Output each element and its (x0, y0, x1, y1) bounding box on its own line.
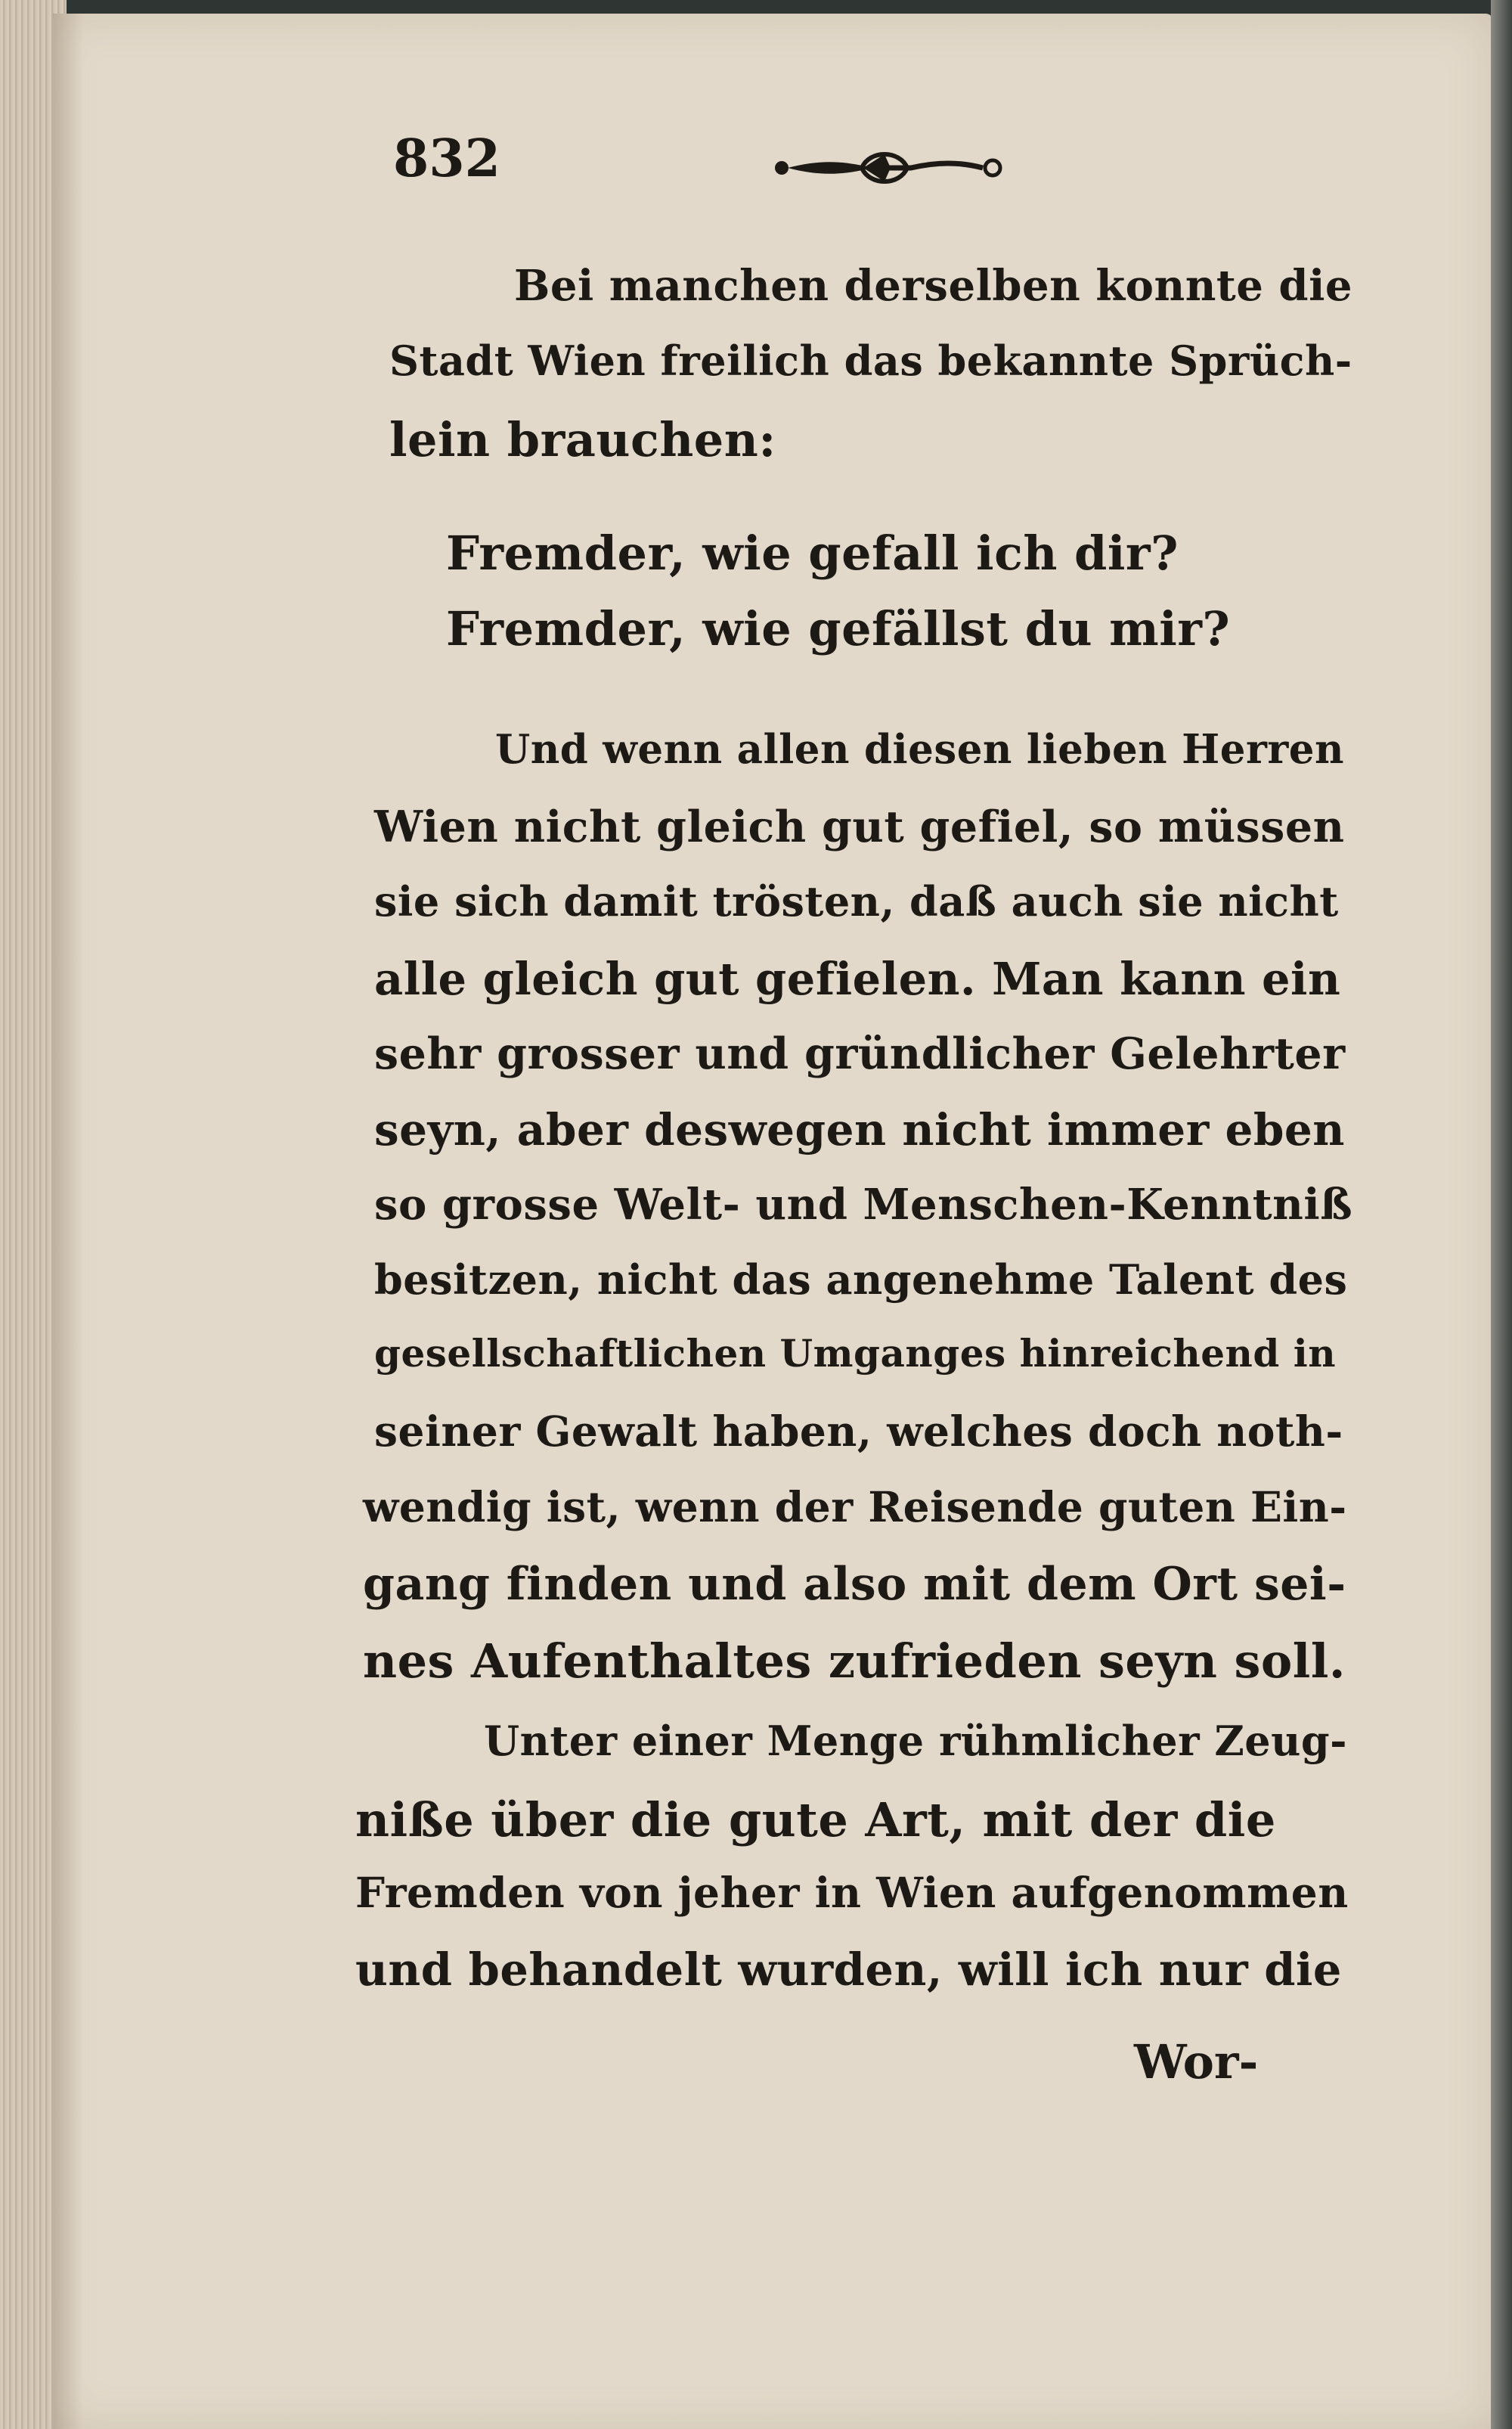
gutter-shadow (53, 14, 83, 2429)
paragraph-2-line-7: so grosse Welt- und Menschen-Kenntniß (374, 1180, 1353, 1230)
paragraph-3-line-3: Fremden von jeher in Wien aufgenommen (355, 1868, 1349, 1917)
paragraph-3-line-1: Unter einer Menge rühmlicher Zeug- (484, 1717, 1348, 1765)
paragraph-2-line-13: nes Aufenthaltes zufrieden seyn soll. (363, 1633, 1346, 1689)
paragraph-2-line-6: seyn, aber deswegen nicht immer eben (374, 1104, 1345, 1156)
paragraph-2-line-1: Und wenn allen diesen lieben Herren (495, 726, 1345, 773)
paragraph-3-line-2: niße über die gute Art, mit der die (355, 1792, 1276, 1847)
paragraph-2-line-5: sehr grosser und gründlicher Gelehrter (374, 1028, 1346, 1079)
paragraph-2-line-10: seiner Gewalt haben, welches doch noth- (374, 1407, 1343, 1456)
paragraph-1-line-2: Stadt Wien freilich das bekannte Sprüch- (389, 337, 1352, 385)
verse-line-2: Fremder, wie gefällst du mir? (446, 601, 1231, 656)
paragraph-3-line-4: und behandelt wurden, will ich nur die (355, 1944, 1342, 1996)
paragraph-1-line-3: lein brauchen: (389, 412, 776, 467)
paragraph-2-line-12: gang finden und also mit dem Ort sei- (363, 1558, 1346, 1611)
paragraph-1-line-1: Bei manchen derselben konnte die (514, 261, 1352, 311)
header-ornament (771, 145, 1005, 191)
catchword: Wor- (1134, 2034, 1259, 2089)
paragraph-2-line-9: gesellschaftlichen Umganges hinreichend in (374, 1331, 1337, 1376)
paragraph-2-line-2: Wien nicht gleich gut gefiel, so müssen (374, 802, 1345, 852)
page-number: 832 (393, 129, 500, 189)
binding-edge (1491, 0, 1512, 2429)
paragraph-2-line-4: alle gleich gut gefielen. Man kann ein (374, 953, 1341, 1005)
paragraph-2-line-8: besitzen, nicht das angenehme Talent des (374, 1255, 1348, 1304)
paragraph-2-line-11: wendig ist, wenn der Reisende guten Ein- (363, 1482, 1347, 1531)
paragraph-2-line-3: sie sich damit trösten, daß auch sie nicht (374, 877, 1339, 926)
verse-line-1: Fremder, wie gefall ich dir? (446, 526, 1179, 581)
